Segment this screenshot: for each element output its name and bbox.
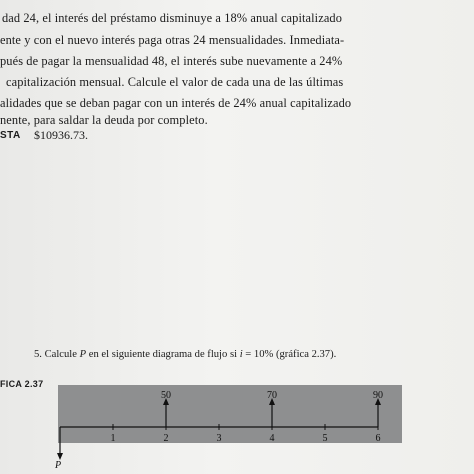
- text-line-4: capitalización mensual. Calcule el valor de cada una de las últimas: [6, 75, 344, 89]
- period-label: 5: [322, 433, 328, 444]
- outflow-label-p: P: [54, 460, 62, 471]
- text-line-1: dad 24, el interés del préstamo disminuye a 18% anual capitalizado: [2, 11, 343, 25]
- figure-label: FICA 2.37: [0, 379, 44, 389]
- problem-suffix: = 10% (gráfica 2.37).: [245, 349, 337, 360]
- period-label: 4: [269, 433, 275, 444]
- problem-var-i: i: [239, 349, 243, 360]
- inflow-amount-label: 70: [267, 390, 277, 401]
- answer-label: STA: [0, 130, 21, 141]
- period-label: 2: [163, 433, 169, 444]
- answer-value: $10936.73.: [34, 128, 88, 142]
- text-line-5: alidades que se deban pagar con un interés de 24% anual capitalizado: [0, 96, 352, 110]
- inflow-amount-label: 50: [161, 390, 171, 401]
- inflow-amount-label: 90: [373, 390, 383, 401]
- text-line-2: ente y con el nuevo interés paga otras 24 mensualidades. Inmediata-: [0, 33, 345, 47]
- period-label: 1: [110, 433, 116, 444]
- problem-mid: en el siguiente diagrama de flujo si: [88, 349, 238, 360]
- problem-prefix: 5. Calcule: [34, 349, 77, 360]
- problem-var-p: P: [79, 349, 87, 360]
- text-line-6: nente, para saldar la deuda por completo.: [0, 113, 208, 127]
- period-label: 6: [375, 433, 381, 444]
- period-label: 3: [216, 433, 222, 444]
- outflow-arrowhead: [57, 453, 63, 460]
- text-line-3: pués de pagar la mensualidad 48, el interés sube nuevamente a 24%: [0, 54, 343, 68]
